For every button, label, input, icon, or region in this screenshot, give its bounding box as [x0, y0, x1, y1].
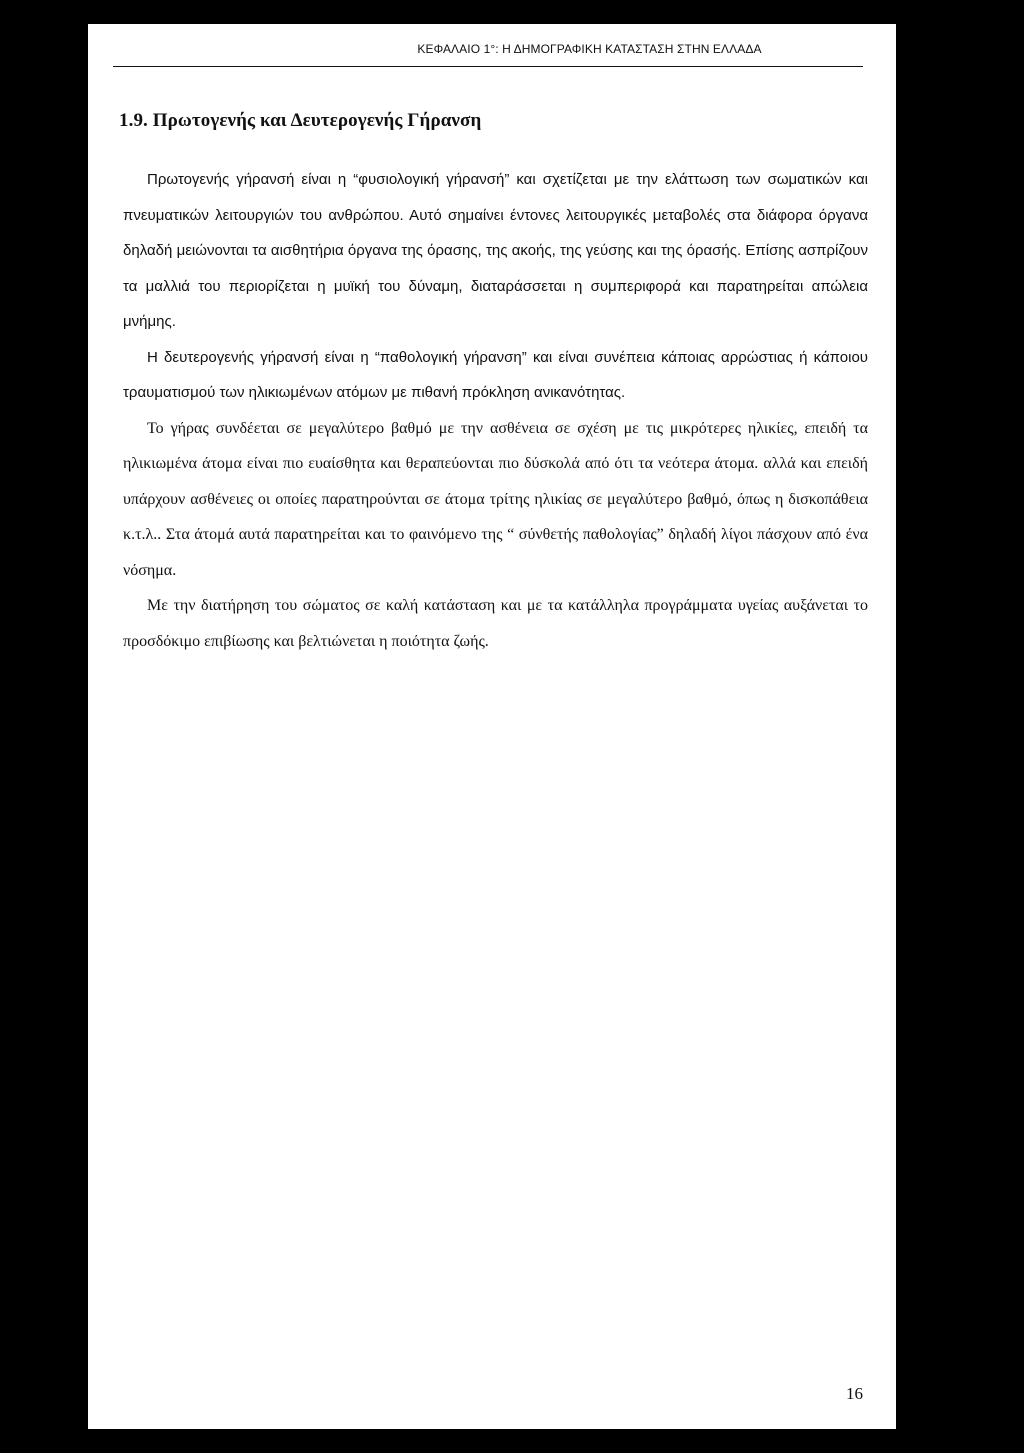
paragraph: Η δευτερογενής γήρανσή είναι η “παθολογική γήρανση” και είναι συνέπεια κάποιας αρρώστιας ή κάποιου τραυματισμού των ηλικιωμένων ατόμων με πιθανή πρόκληση ανικανότητας.: [123, 348, 868, 401]
running-header: ΚΕΦΑΛΑΙΟ 1°: Η ΔΗΜΟΓΡΑΦΙΚΗ ΚΑΤΑΣΤΑΣΗ ΣΤΗΝ ΕΛΛΑΔΑ: [417, 42, 762, 56]
paragraph: Πρωτογενής γήρανσή είναι η “φυσιολογική γήρανσή” και σχετίζεται με την ελάττωση των σωματικών και πνευματικών λειτουργιών του ανθρώπου. Αυτό σημαίνει έντονες λειτουργικές μεταβολές στα διάφορα όργανα δηλαδή μειώνονται τα αισθητήρια όργανα της όρασης, της ακοής, της γεύσης και της όρασής. Επίσης ασπρίζουν τα μαλλιά του περιορίζεται η μυϊκή του δύναμη, διαταράσσεται η συμπεριφορά και παρατηρείται απώλεια μνήμης.: [123, 171, 868, 330]
paragraph: Το γήρας συνδέεται σε μεγαλύτερο βαθμό με την ασθένεια σε σχέση με τις μικρότερες ηλικίες, επειδή τα ηλικιωμένα άτομα είναι πιο ευαίσθητα και θεραπεύονται πιο δύσκολά από ότι τα νεότερα άτομα. αλλά και επειδή υπάρχουν ασθένειες οι οποίες παρατηρούνται σε άτομα τρίτης ηλικίας σε μεγαλύτερο βαθμό, όπως η δισκοπάθεια κ.τ.λ.. Στα άτομά αυτά παρατηρείται και το φαινόμενο της “ σύνθετής παθολογίας” δηλαδή λίγοι πάσχουν από ένα νόσημα.: [123, 419, 868, 579]
header-rule: [113, 66, 863, 67]
section-title: 1.9. Πρωτογενής και Δευτερογενής Γήρανση: [119, 110, 482, 131]
page-content: [119, 110, 868, 659]
document-page: [88, 24, 896, 1429]
page-number: 16: [846, 1384, 863, 1403]
paragraph: Με την διατήρηση του σώματος σε καλή κατάσταση και με τα κατάλληλα προγράμματα υγείας αυξάνεται το προσδόκιμο επιβίωσης και βελτιώνεται η ποιότητα ζωής.: [123, 597, 868, 650]
